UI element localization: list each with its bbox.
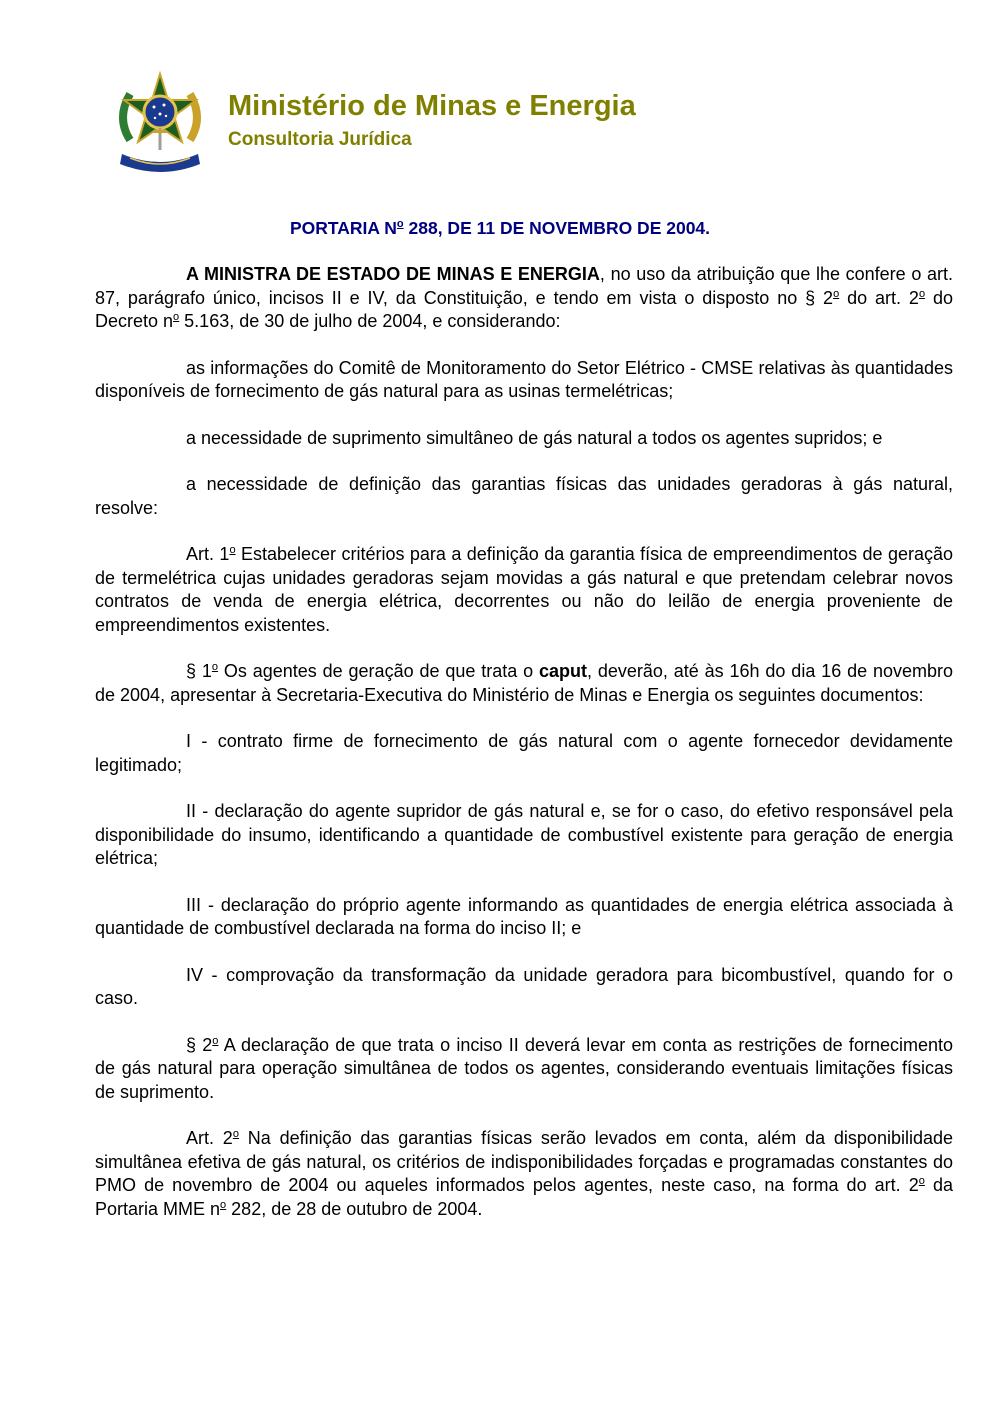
text-span: 282, de 28 de outubro de 2004. <box>226 1198 483 1219</box>
inciso-4: IV - comprovação da transformação da unidade geradora para bicombustível, quando for o caso. <box>95 964 953 1008</box>
title-text: PORTARIA N <box>289 218 397 238</box>
document-body <box>95 263 953 1221</box>
title-superscript: o <box>396 218 404 230</box>
article-2 <box>95 1127 953 1221</box>
text-span: Art. 1 <box>186 544 230 564</box>
text-span: Estabelecer critérios para a definição da garantia física de empreendimentos de geração de termelétrica cujas unidades geradoras sejam movidas a gás natural e que pretendam celebrar novos contratos de venda de energia elétrica, decorrentes ou não do leilão de energia proveniente de empreendimentos existentes. <box>95 544 953 635</box>
superscript: o <box>232 1128 239 1140</box>
considering-paragraph-2: a necessidade de suprimento simultâneo de gás natural a todos os agentes supridos; e <box>186 427 883 448</box>
superscript: o <box>212 1034 219 1047</box>
paragraph-1 <box>95 660 953 707</box>
text-span: § 2 <box>186 1034 213 1055</box>
text-span: , deverão, até às 16h do dia 16 de novembro de 2004, apresentar à Secretaria-Executiva do Ministério de Minas e Energia os seguintes documentos: <box>95 661 953 705</box>
inciso-2: II - declaração do agente supridor de gás natural e, se for o caso, do efetivo responsável pela disponibilidade do insumo, identificando a quantidade de combustível existente para geração de energia elétrica; <box>95 801 953 868</box>
text-span: Os agentes de geração de que trata o <box>218 661 539 681</box>
text-span: Na definição das garantias físicas serão levados em conta, além da disponibilidade simultânea efetiva de gás natural, os critérios de indisponibilidades forçadas e programadas constantes do PMO de novembro de 2004 ou aqueles informados pelos agentes, neste caso, na forma do art. 2 <box>95 1128 954 1195</box>
preamble-paragraph <box>95 263 953 334</box>
considering-paragraph-1: as informações do Comitê de Monitoramento do Setor Elétrico - CMSE relativas às quantidades disponíveis de fornecimento de gás natural para as usinas termelétricas; <box>95 357 953 401</box>
org-subtitle: Consultoria Jurídica <box>228 129 412 150</box>
bold-term: caput <box>538 661 587 681</box>
text-span: A declaração de que trata o inciso II deverá levar em conta as restrições de fornecimento de gás natural para operação simultânea de todos os agentes, considerando eventuais limitações físicas de suprimento. <box>95 1034 953 1102</box>
text-span: § 1 <box>186 661 212 681</box>
superscript: o <box>229 544 236 556</box>
inciso-1: I - contrato firme de fornecimento de gás natural com o agente fornecedor devidamente legitimado; <box>95 731 953 775</box>
text-span: do art. 2 <box>839 287 919 308</box>
preamble-authority: A MINISTRA DE ESTADO DE MINAS E ENERGIA <box>186 264 600 284</box>
org-name: Ministério de Minas e Energia <box>228 90 636 122</box>
brazil-coat-of-arms-icon <box>108 70 212 174</box>
superscript: o <box>211 661 219 673</box>
text-span: da Portaria MME n <box>95 1175 953 1219</box>
superscript: o <box>220 1198 227 1211</box>
superscript: o <box>833 287 840 300</box>
superscript: o <box>918 1175 925 1187</box>
text-span: do Decreto n <box>95 287 953 331</box>
superscript: o <box>173 311 180 323</box>
document-title <box>0 218 1000 239</box>
title-text-rest: 288, DE 11 DE NOVEMBRO DE 2004. <box>403 218 711 238</box>
considering-paragraph-3: a necessidade de definição das garantias físicas das unidades geradoras à gás natural, resolve: <box>95 474 953 518</box>
text-span: , no uso da atribuição que lhe confere o art. 87, parágrafo único, incisos II e IV, da Constituição, e tendo em vista o disposto no § 2 <box>95 264 954 308</box>
text-span: 5.163, de 30 de julho de 2004, e considerando: <box>179 311 561 331</box>
text-span: Art. 2 <box>186 1128 233 1148</box>
paragraph-2 <box>95 1034 953 1105</box>
superscript: o <box>918 287 926 300</box>
article-1 <box>95 543 953 637</box>
inciso-3: III - declaração do próprio agente informando as quantidades de energia elétrica associada à quantidade de combustível declarada na forma do inciso II; e <box>95 894 953 938</box>
